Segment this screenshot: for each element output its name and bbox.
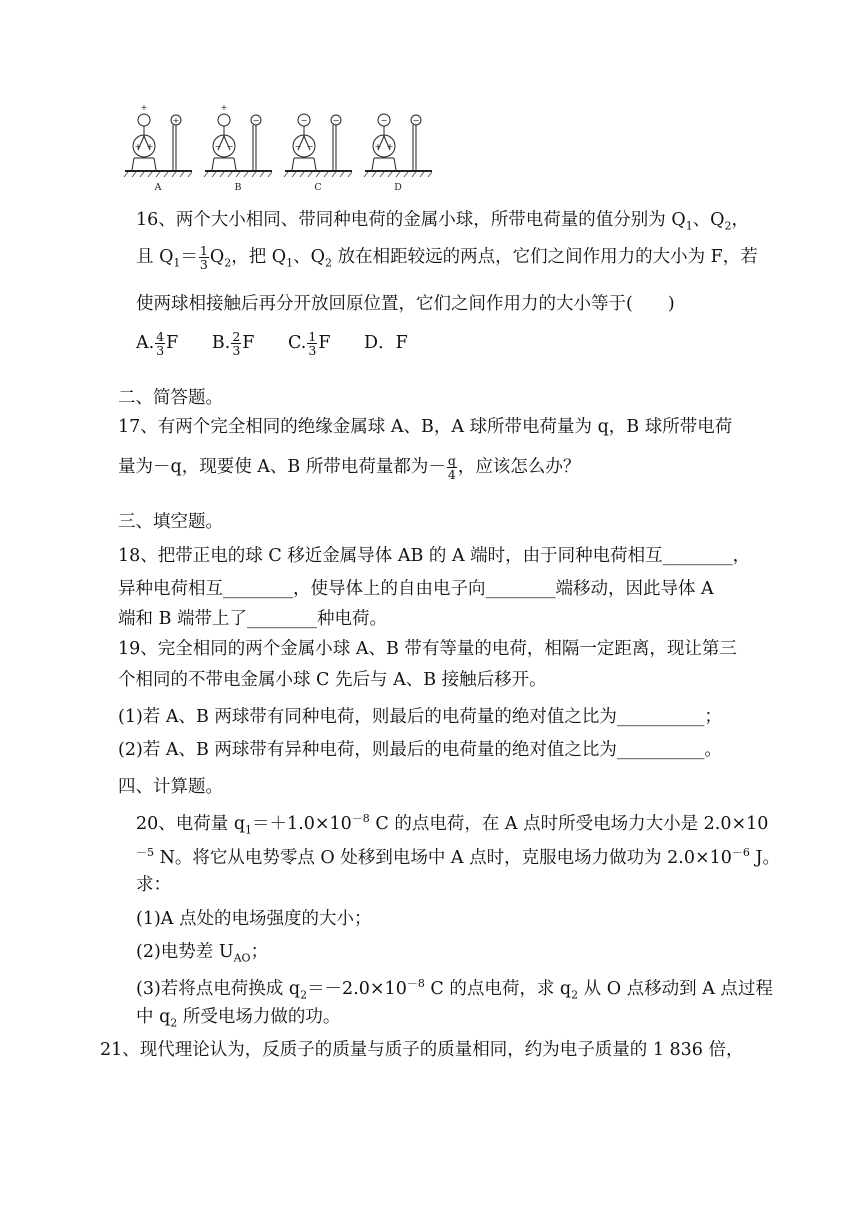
svg-text:−: − bbox=[306, 142, 314, 151]
q20-line6: (3)若将点电荷换成 $q_2=-2.0\times 10^{-8}$ C 的点电荷，求 $q_2$ 从 O 点移动到 A 点过程 bbox=[136, 977, 773, 1002]
option-a: A. $\frac{4}{3}$ F bbox=[136, 329, 179, 358]
section-4-heading: 四、计算题。 bbox=[118, 777, 223, 797]
q20-line3: 求： bbox=[136, 875, 171, 895]
svg-text:+: + bbox=[146, 142, 154, 151]
svg-text:−: − bbox=[332, 116, 340, 125]
fraction: $\frac{q}{4}$ bbox=[447, 453, 456, 482]
option-d: D．F bbox=[364, 333, 408, 353]
svg-text:−: − bbox=[412, 116, 420, 125]
electroscope-figure bbox=[120, 98, 440, 198]
q20-line2: $^{-5}$ N。将它从电势零点 O 处移到电场中 A 点时，克服电场力做功为 $2.0\times 10^{-6}$ J。 bbox=[136, 846, 781, 868]
q17-line1: 17、有两个完全相同的绝缘金属球 A、B，A 球所带电荷量为 q，B 球所带电荷 bbox=[118, 417, 733, 437]
q19-line1: 19、完全相同的两个金属小球 A、B 带有等量的电荷，相隔一定距离，现让第三 bbox=[118, 639, 737, 659]
section-3-heading: 三、填空题。 bbox=[118, 512, 223, 532]
svg-text:+: + bbox=[220, 103, 228, 112]
svg-text:−: − bbox=[214, 142, 222, 151]
svg-text:+: + bbox=[134, 142, 142, 151]
electroscope-diagram bbox=[120, 98, 440, 198]
q19-line4: (2)若 A、B 两球带有异种电荷，则最后的电荷量的绝对值之比为__________。 bbox=[118, 740, 722, 760]
q16-options bbox=[136, 330, 436, 357]
option-c: C. $\frac{1}{3}$ F bbox=[288, 329, 331, 358]
q20-line1: 20、电荷量 $q_1=+1.0\times 10^{-8}$ C 的点电荷，在 A 点时所受电场力大小是 2.0×10 bbox=[136, 812, 769, 837]
q18-line3: 端和 B 端带上了________种电荷。 bbox=[118, 609, 387, 629]
svg-text:−: − bbox=[226, 142, 234, 151]
svg-text:−: − bbox=[300, 116, 308, 125]
q20-line5: (2)电势差 $U_{AO}$； bbox=[136, 942, 269, 965]
q16-line1: 16、两个大小相同、带同种电荷的金属小球，所带电荷量的值分别为 $Q_1$、$Q_2$， bbox=[136, 210, 750, 233]
section-2-heading: 二、简答题。 bbox=[118, 388, 223, 408]
q19-line3: (1)若 A、B 两球带有同种电荷，则最后的电荷量的绝对值之比为__________； bbox=[118, 707, 722, 727]
q16-line3: 使两球相接触后再分开放回原位置，它们之间作用力的大小等于( ) bbox=[136, 294, 675, 314]
fig-label-a: A bbox=[154, 182, 162, 193]
fig-label-d: D bbox=[394, 182, 402, 193]
svg-text:−: − bbox=[380, 116, 388, 125]
q20-line4: (1)A 点处的电场强度的大小； bbox=[136, 909, 372, 929]
q18-line2: 异种电荷相互________，使导体上的自由电子向________端移动，因此导体 A bbox=[118, 579, 714, 599]
svg-text:+: + bbox=[374, 142, 382, 151]
fraction: $\frac{1}{3}$ bbox=[199, 243, 208, 272]
q17-line2: 量为－q，现要使 A、B 所带电荷量都为－ $\frac{q}{4}$ ，应该怎么办？ bbox=[118, 453, 581, 482]
svg-text:+: + bbox=[172, 116, 180, 125]
q21-line1: 21、现代理论认为，反质子的质量与质子的质量相同，约为电子质量的 1 836 倍， bbox=[100, 1040, 744, 1060]
q19-line2: 个相同的不带电金属小球 C 先后与 A、B 接触后移开。 bbox=[118, 670, 547, 690]
fig-label-c: C bbox=[314, 182, 322, 193]
svg-text:−: − bbox=[252, 116, 260, 125]
q20-line7: 中 $q_2$ 所受电场力做的功。 bbox=[136, 1007, 341, 1030]
svg-text:+: + bbox=[140, 103, 148, 112]
svg-text:−: − bbox=[294, 142, 302, 151]
q18-line1: 18、把带正电的球 C 移近金属导体 AB 的 A 端时，由于同种电荷相互________， bbox=[118, 546, 751, 566]
svg-text:+: + bbox=[386, 142, 394, 151]
option-b: B. $\frac{2}{3}$ F bbox=[211, 329, 255, 358]
q16-line2: 且 $Q_1=$ $\frac{1}{3}$ $Q_2$，把 $Q_1$、$Q_2$ 放在相距较远的两点，它们之间作用力的大小为 F，若 bbox=[136, 243, 758, 272]
fig-label-b: B bbox=[234, 182, 242, 193]
